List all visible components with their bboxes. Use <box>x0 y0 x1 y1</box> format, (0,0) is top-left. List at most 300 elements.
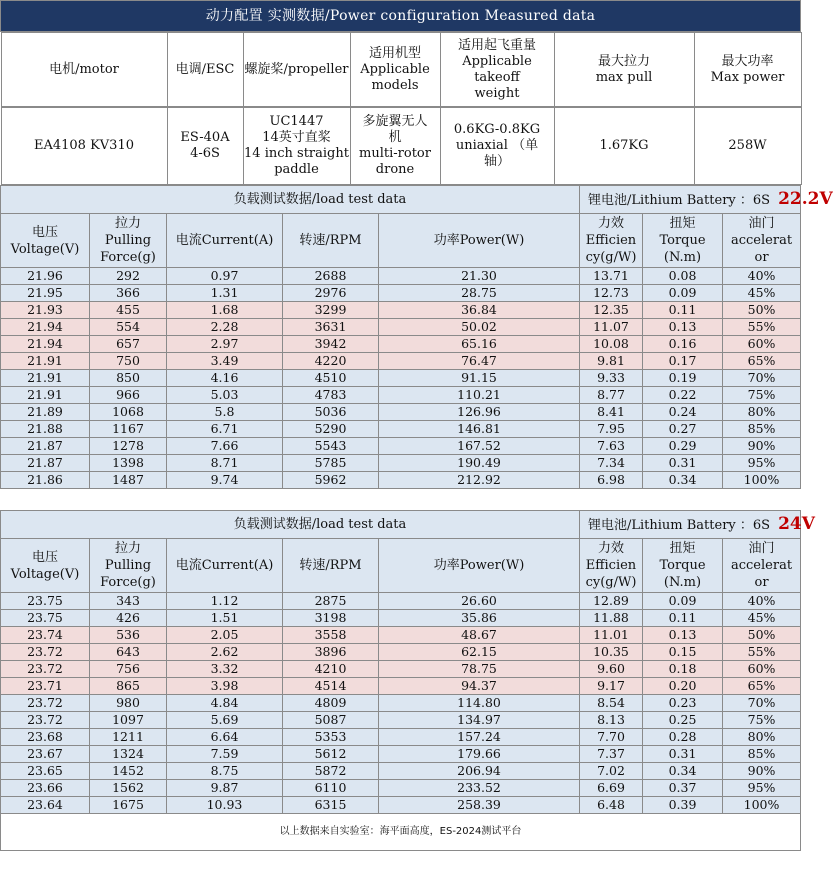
table-cell: 0.09 <box>643 285 723 302</box>
column-header <box>379 214 580 268</box>
table-cell: 1487 <box>90 472 167 489</box>
table-row <box>1 404 801 421</box>
spec-header-esc-text: 电调/ESC <box>175 61 235 77</box>
table-cell: 865 <box>90 678 167 695</box>
table-cell: 126.96 <box>379 404 580 421</box>
table-cell: 3558 <box>283 627 379 644</box>
table-cell: 95% <box>723 780 801 797</box>
spec-header-models <box>350 33 440 107</box>
table-cell: 10.35 <box>580 644 643 661</box>
table-cell: 1324 <box>90 746 167 763</box>
table-cell: 23.75 <box>1 593 90 610</box>
table-row <box>1 268 801 285</box>
spec-header-weight <box>440 33 554 107</box>
spec-values-models-text: 多旋翼无人 机 multi-rotor drone <box>359 114 431 177</box>
table-cell: 60% <box>723 661 801 678</box>
table-cell: 55% <box>723 644 801 661</box>
table-row <box>1 387 801 404</box>
column-header <box>723 214 801 268</box>
table-cell: 657 <box>90 336 167 353</box>
table-row <box>1 627 801 644</box>
table-cell: 78.75 <box>379 661 580 678</box>
table-cell: 21.87 <box>1 438 90 455</box>
table-cell: 21.30 <box>379 268 580 285</box>
column-header <box>90 214 167 268</box>
table-cell: 12.35 <box>580 302 643 319</box>
table-row <box>1 610 801 627</box>
table-cell: 0.11 <box>643 302 723 319</box>
table-cell: 0.09 <box>643 593 723 610</box>
table-cell: 4.84 <box>167 695 283 712</box>
table-cell: 11.07 <box>580 319 643 336</box>
table-cell: 0.34 <box>643 472 723 489</box>
column-header-text: 油门 accelerat or <box>731 541 793 590</box>
table-cell: 0.16 <box>643 336 723 353</box>
table-cell: 4.16 <box>167 370 283 387</box>
table-cell: 10.93 <box>167 797 283 814</box>
table-cell: 9.17 <box>580 678 643 695</box>
table-cell: 7.34 <box>580 455 643 472</box>
table-row <box>1 763 801 780</box>
table-cell: 80% <box>723 729 801 746</box>
table-cell: 7.37 <box>580 746 643 763</box>
table-cell: 0.31 <box>643 455 723 472</box>
column-header <box>1 214 90 268</box>
table-cell: 23.72 <box>1 644 90 661</box>
table-cell: 8.77 <box>580 387 643 404</box>
voltage-badge: 22.2V <box>778 188 833 209</box>
table-cell: 26.60 <box>379 593 580 610</box>
table-cell: 292 <box>90 268 167 285</box>
table-cell: 3.98 <box>167 678 283 695</box>
table-cell: 0.31 <box>643 746 723 763</box>
spec-values-esc <box>167 108 243 185</box>
spec-header-motor-text: 电机/motor <box>49 61 119 77</box>
table-cell: 23.65 <box>1 763 90 780</box>
spec-header-wrap <box>1 32 801 108</box>
table-cell: 21.89 <box>1 404 90 421</box>
table-cell: 94.37 <box>379 678 580 695</box>
table-cell: 85% <box>723 421 801 438</box>
column-header <box>167 539 283 593</box>
table-cell: 110.21 <box>379 387 580 404</box>
column-header-text: 转速/RPM <box>299 233 362 248</box>
table-cell: 65.16 <box>379 336 580 353</box>
table-cell: 146.81 <box>379 421 580 438</box>
table-cell: 167.52 <box>379 438 580 455</box>
battery-label-cell <box>580 186 833 214</box>
table-cell: 75% <box>723 387 801 404</box>
table-cell: 0.97 <box>167 268 283 285</box>
table-cell: 750 <box>90 353 167 370</box>
table-cell: 100% <box>723 472 801 489</box>
table-cell: 9.81 <box>580 353 643 370</box>
table-cell: 6.64 <box>167 729 283 746</box>
table-cell: 23.72 <box>1 712 90 729</box>
spec-header-max-power-text: 最大功率 Max power <box>710 53 785 85</box>
table-cell: 1675 <box>90 797 167 814</box>
spec-values-wrap <box>1 107 801 186</box>
table-cell: 2.05 <box>167 627 283 644</box>
table-cell: 91.15 <box>379 370 580 387</box>
spec-header-esc <box>167 33 243 107</box>
table-cell: 6110 <box>283 780 379 797</box>
table-cell: 643 <box>90 644 167 661</box>
table-row <box>1 695 801 712</box>
table-cell: 536 <box>90 627 167 644</box>
table-cell: 5290 <box>283 421 379 438</box>
spec-header-max-power <box>694 33 801 107</box>
page-title: 动力配置 实测数据/Power configuration Measured data <box>1 1 801 32</box>
table-cell: 6.48 <box>580 797 643 814</box>
table-cell: 850 <box>90 370 167 387</box>
spec-values-max-power <box>694 108 801 185</box>
table-cell: 455 <box>90 302 167 319</box>
battery-label: 锂电池/Lithium Battery ：6S <box>588 517 771 533</box>
table-cell: 65% <box>723 353 801 370</box>
table-cell: 5785 <box>283 455 379 472</box>
table-cell: 426 <box>90 610 167 627</box>
section2-bar <box>1 511 801 539</box>
table-cell: 1398 <box>90 455 167 472</box>
table-cell: 9.60 <box>580 661 643 678</box>
table-cell: 3198 <box>283 610 379 627</box>
table-cell: 7.66 <box>167 438 283 455</box>
table-row <box>1 302 801 319</box>
table-cell: 90% <box>723 438 801 455</box>
table-cell: 50.02 <box>379 319 580 336</box>
table-cell: 50% <box>723 302 801 319</box>
table-cell: 9.33 <box>580 370 643 387</box>
table-cell: 50% <box>723 627 801 644</box>
table-cell: 5353 <box>283 729 379 746</box>
table-cell: 21.86 <box>1 472 90 489</box>
spec-header-weight-text: 适用起飞重量 Applicable takeoff weight <box>457 37 536 101</box>
section-gap-cell <box>1 489 801 511</box>
table-cell: 75% <box>723 712 801 729</box>
spec-values-max-pull <box>554 108 694 185</box>
table-row <box>1 746 801 763</box>
table-cell: 1278 <box>90 438 167 455</box>
table-cell: 60% <box>723 336 801 353</box>
section1-bar <box>1 186 801 214</box>
column-header-text: 力效 Efficien cy(g/W) <box>585 216 637 265</box>
spec-header-table <box>1 32 802 107</box>
table-cell: 21.91 <box>1 370 90 387</box>
table-cell: 258.39 <box>379 797 580 814</box>
table-cell: 1097 <box>90 712 167 729</box>
spec-header-propeller <box>243 33 350 107</box>
table-cell: 23.72 <box>1 661 90 678</box>
table-cell: 0.18 <box>643 661 723 678</box>
table-cell: 23.71 <box>1 678 90 695</box>
table-cell: 1211 <box>90 729 167 746</box>
table-cell: 8.41 <box>580 404 643 421</box>
table-cell: 23.67 <box>1 746 90 763</box>
spec-values-motor <box>1 108 167 185</box>
table-cell: 2.97 <box>167 336 283 353</box>
table-row <box>1 319 801 336</box>
table-cell: 4220 <box>283 353 379 370</box>
table-row <box>1 661 801 678</box>
table-cell: 0.37 <box>643 780 723 797</box>
column-header <box>643 539 723 593</box>
table-cell: 343 <box>90 593 167 610</box>
table-cell: 23.75 <box>1 610 90 627</box>
spec-values-weight <box>440 108 554 185</box>
table-cell: 62.15 <box>379 644 580 661</box>
table-cell: 0.29 <box>643 438 723 455</box>
table-cell: 2875 <box>283 593 379 610</box>
table-row <box>1 712 801 729</box>
table-row <box>1 285 801 302</box>
spec-values-max-power-text: 258W <box>728 138 767 153</box>
table-cell: 179.66 <box>379 746 580 763</box>
spec-values-weight-text: 0.6KG-0.8KG uniaxial （单 轴） <box>453 122 541 169</box>
table-cell: 7.95 <box>580 421 643 438</box>
table-cell: 1.12 <box>167 593 283 610</box>
table-cell: 40% <box>723 593 801 610</box>
column-header <box>90 539 167 593</box>
table-row <box>1 644 801 661</box>
table-cell: 7.59 <box>167 746 283 763</box>
column-header-text: 扭矩 Torque (N.m) <box>659 216 706 265</box>
spec-header-max-pull <box>554 33 694 107</box>
table-cell: 21.87 <box>1 455 90 472</box>
table-cell: 0.23 <box>643 695 723 712</box>
table-cell: 21.88 <box>1 421 90 438</box>
table-cell: 12.73 <box>580 285 643 302</box>
voltage-badge: 24V <box>778 513 815 534</box>
table-cell: 366 <box>90 285 167 302</box>
column-header-text: 油门 accelerat or <box>731 216 793 265</box>
table-cell: 8.71 <box>167 455 283 472</box>
table-row <box>1 455 801 472</box>
table-cell: 1.68 <box>167 302 283 319</box>
section1-column-header <box>1 214 801 268</box>
table-cell: 21.93 <box>1 302 90 319</box>
table-cell: 90% <box>723 763 801 780</box>
table-cell: 45% <box>723 610 801 627</box>
table-cell: 756 <box>90 661 167 678</box>
table-cell: 23.74 <box>1 627 90 644</box>
table-cell: 23.64 <box>1 797 90 814</box>
table-cell: 8.13 <box>580 712 643 729</box>
table-cell: 2.28 <box>167 319 283 336</box>
table-cell: 134.97 <box>379 712 580 729</box>
table-cell: 5962 <box>283 472 379 489</box>
column-header-text: 电压 Voltage(V) <box>10 549 80 582</box>
table-cell: 0.20 <box>643 678 723 695</box>
table-cell: 21.95 <box>1 285 90 302</box>
table-cell: 7.63 <box>580 438 643 455</box>
table-cell: 0.11 <box>643 610 723 627</box>
table-cell: 35.86 <box>379 610 580 627</box>
table-cell: 554 <box>90 319 167 336</box>
table-cell: 0.27 <box>643 421 723 438</box>
load-test-label: 负载测试数据/load test data <box>1 511 580 539</box>
column-header <box>379 539 580 593</box>
table-cell: 8.75 <box>167 763 283 780</box>
table-cell: 12.89 <box>580 593 643 610</box>
table-row <box>1 438 801 455</box>
table-cell: 8.54 <box>580 695 643 712</box>
table-cell: 23.68 <box>1 729 90 746</box>
table-cell: 1068 <box>90 404 167 421</box>
spec-values-esc-text: ES-40A 4-6S <box>180 130 230 161</box>
table-cell: 11.88 <box>580 610 643 627</box>
table-cell: 1.51 <box>167 610 283 627</box>
table-cell: 0.17 <box>643 353 723 370</box>
table-row <box>1 472 801 489</box>
table-cell: 70% <box>723 370 801 387</box>
table-cell: 0.19 <box>643 370 723 387</box>
table-cell: 21.91 <box>1 387 90 404</box>
section2-column-header <box>1 539 801 593</box>
table-cell: 0.22 <box>643 387 723 404</box>
table-cell: 40% <box>723 268 801 285</box>
spec-header-propeller-text: 螺旋桨/propeller <box>244 61 349 77</box>
table-row <box>1 797 801 814</box>
table-cell: 28.75 <box>379 285 580 302</box>
table-cell: 3942 <box>283 336 379 353</box>
table-cell: 5036 <box>283 404 379 421</box>
table-cell: 5.69 <box>167 712 283 729</box>
table-cell: 4809 <box>283 695 379 712</box>
column-header-text: 转速/RPM <box>299 558 362 573</box>
table-cell: 48.67 <box>379 627 580 644</box>
table-cell: 95% <box>723 455 801 472</box>
spec-values-motor-text: EA4108 KV310 <box>33 138 134 153</box>
spec-values-propeller-text: UC1447 14英寸直桨 14 inch straight paddle <box>244 114 349 177</box>
column-header-text: 功率Power(W) <box>433 233 525 248</box>
column-header-text: 扭矩 Torque (N.m) <box>659 541 706 590</box>
table-cell: 7.02 <box>580 763 643 780</box>
footer-note: 以上数据来自实验室：海平面高度，ES-2024测试平台 <box>1 814 801 851</box>
table-cell: 5.03 <box>167 387 283 404</box>
table-cell: 0.25 <box>643 712 723 729</box>
table-cell: 0.39 <box>643 797 723 814</box>
column-header-text: 电压 Voltage(V) <box>10 224 80 257</box>
table-cell: 4783 <box>283 387 379 404</box>
table-cell: 2.62 <box>167 644 283 661</box>
spec-header-row <box>1 32 801 108</box>
table-cell: 7.70 <box>580 729 643 746</box>
table-cell: 2688 <box>283 268 379 285</box>
table-cell: 0.08 <box>643 268 723 285</box>
table-cell: 5.8 <box>167 404 283 421</box>
spec-values-table <box>1 107 802 185</box>
table-cell: 206.94 <box>379 763 580 780</box>
table-cell: 3.49 <box>167 353 283 370</box>
spec-header-motor <box>1 33 167 107</box>
column-header <box>167 214 283 268</box>
table-cell: 0.13 <box>643 627 723 644</box>
table-cell: 5872 <box>283 763 379 780</box>
table-cell: 980 <box>90 695 167 712</box>
spec-values-propeller <box>243 108 350 185</box>
table-cell: 10.08 <box>580 336 643 353</box>
column-header-text: 拉力 Pulling Force(g) <box>100 216 156 265</box>
table-cell: 0.24 <box>643 404 723 421</box>
table-cell: 23.72 <box>1 695 90 712</box>
table-cell: 0.28 <box>643 729 723 746</box>
column-header <box>580 539 643 593</box>
column-header <box>283 214 379 268</box>
column-header-text: 拉力 Pulling Force(g) <box>100 541 156 590</box>
table-cell: 80% <box>723 404 801 421</box>
column-header-text: 电流Current(A) <box>175 558 274 573</box>
table-cell: 65% <box>723 678 801 695</box>
column-header <box>723 539 801 593</box>
table-cell: 5543 <box>283 438 379 455</box>
table-cell: 1562 <box>90 780 167 797</box>
table-cell: 6.69 <box>580 780 643 797</box>
table-cell: 36.84 <box>379 302 580 319</box>
table-cell: 3.32 <box>167 661 283 678</box>
table-cell: 11.01 <box>580 627 643 644</box>
table-row <box>1 780 801 797</box>
table-row <box>1 421 801 438</box>
table-cell: 21.94 <box>1 319 90 336</box>
table-row <box>1 678 801 695</box>
table-cell: 6.71 <box>167 421 283 438</box>
table-cell: 23.66 <box>1 780 90 797</box>
table-cell: 212.92 <box>379 472 580 489</box>
table-row <box>1 370 801 387</box>
column-header-text: 功率Power(W) <box>433 558 525 573</box>
table-cell: 70% <box>723 695 801 712</box>
table-cell: 100% <box>723 797 801 814</box>
table-row <box>1 593 801 610</box>
table-cell: 55% <box>723 319 801 336</box>
table-cell: 0.15 <box>643 644 723 661</box>
table-cell: 9.74 <box>167 472 283 489</box>
table-cell: 4210 <box>283 661 379 678</box>
battery-label: 锂电池/Lithium Battery ：6S <box>588 192 771 208</box>
table-cell: 21.96 <box>1 268 90 285</box>
table-cell: 1452 <box>90 763 167 780</box>
column-header-text: 电流Current(A) <box>175 233 274 248</box>
table-cell: 5087 <box>283 712 379 729</box>
table-cell: 3896 <box>283 644 379 661</box>
table-cell: 9.87 <box>167 780 283 797</box>
table-cell: 6.98 <box>580 472 643 489</box>
column-header <box>283 539 379 593</box>
battery-label-cell <box>580 511 815 539</box>
table-cell: 0.13 <box>643 319 723 336</box>
table-cell: 1.31 <box>167 285 283 302</box>
table-cell: 45% <box>723 285 801 302</box>
load-test-label: 负载测试数据/load test data <box>1 186 580 214</box>
section-gap <box>1 489 801 511</box>
table-cell: 0.34 <box>643 763 723 780</box>
spec-values-models <box>350 108 440 185</box>
column-header <box>643 214 723 268</box>
spec-values-max-pull-text: 1.67KG <box>599 138 649 153</box>
table-cell: 3631 <box>283 319 379 336</box>
spec-values-row <box>1 107 801 186</box>
column-header <box>1 539 90 593</box>
table-cell: 13.71 <box>580 268 643 285</box>
table-cell: 2976 <box>283 285 379 302</box>
footer-row <box>1 814 801 851</box>
table-cell: 966 <box>90 387 167 404</box>
table-cell: 1167 <box>90 421 167 438</box>
spec-header-models-text: 适用机型 Applicable models <box>360 45 430 93</box>
table-row <box>1 336 801 353</box>
table-cell: 5612 <box>283 746 379 763</box>
